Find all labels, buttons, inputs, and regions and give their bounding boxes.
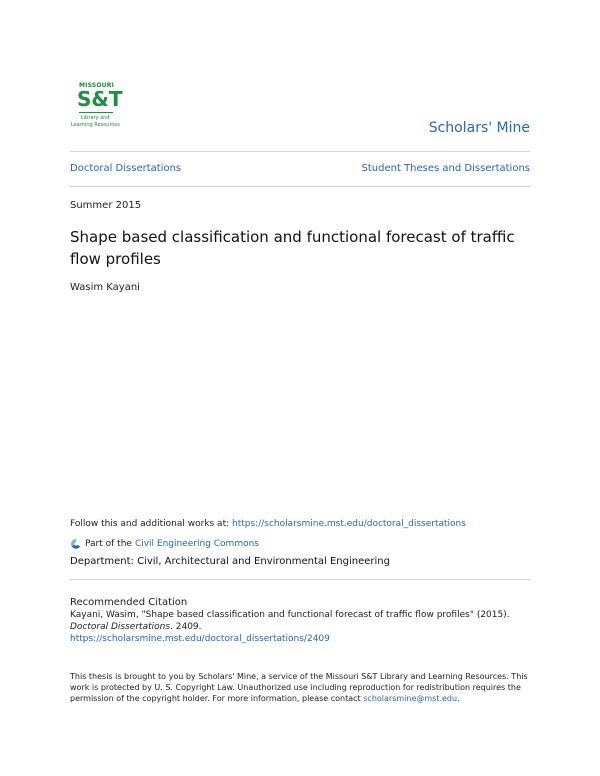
contact-email-link[interactable]: scholarsmine@mst.edu <box>363 694 458 703</box>
footer-notice <box>70 671 540 704</box>
department-value: Civil, Architectural and Environmental Engineering <box>137 556 390 567</box>
nav-divider <box>70 186 530 187</box>
logo-divider <box>79 112 113 113</box>
doctoral-dissertations-link[interactable]: Doctoral Dissertations <box>70 163 182 174</box>
footer-text: This thesis is brought to you by Scholars' Mine, a service of the Missouri S&T Library and Learning Resources. This work is protected by U. S. Copyright Law. Unauthorized use including reproduction for redistribution requires the permission of the copyright holder. For more information, please contact <box>70 672 528 703</box>
recommended-citation-heading: Recommended Citation <box>70 597 188 608</box>
document-author: Wasim Kayani <box>70 282 140 293</box>
part-of-label: Part of the <box>85 539 132 549</box>
citation-line-2 <box>70 621 202 633</box>
department-label: Department: <box>70 556 134 567</box>
publication-date: Summer 2015 <box>70 200 142 211</box>
part-of-line <box>70 538 259 550</box>
logo-subtext-1: Library and <box>81 115 110 121</box>
citation-url-link[interactable]: https://scholarsmine.mst.edu/doctoral_dissertations/2409 <box>70 634 330 644</box>
logo-subtext-2: Learning Resources <box>71 122 120 128</box>
commons-network-icon <box>70 538 82 550</box>
follow-line <box>70 518 466 530</box>
top-divider <box>70 151 530 152</box>
citation-line-1: Kayani, Wasim, "Shape based classification and functional forecast of traffic flow profiles" (2015). <box>70 610 510 620</box>
logo-top-text: MISSOURI <box>79 82 115 89</box>
citation-divider <box>70 579 530 580</box>
follow-label: Follow this and additional works at: <box>70 519 230 529</box>
student-theses-link[interactable]: Student Theses and Dissertations <box>361 163 530 174</box>
document-title: Shape based classification and functional forecast of traffic flow profiles <box>70 228 515 268</box>
library-logo <box>70 82 126 136</box>
citation-suffix: . 2409. <box>170 622 202 632</box>
follow-url-link[interactable]: https://scholarsmine.mst.edu/doctoral_dissertations <box>232 519 466 529</box>
department-line <box>70 556 390 567</box>
footer-text-end: . <box>457 694 460 703</box>
civil-engineering-commons-link[interactable]: Civil Engineering Commons <box>134 539 259 549</box>
citation-journal: Doctoral Dissertations <box>70 622 171 632</box>
site-title-link[interactable]: Scholars' Mine <box>428 120 530 136</box>
logo-main-text: S&T <box>77 87 123 111</box>
